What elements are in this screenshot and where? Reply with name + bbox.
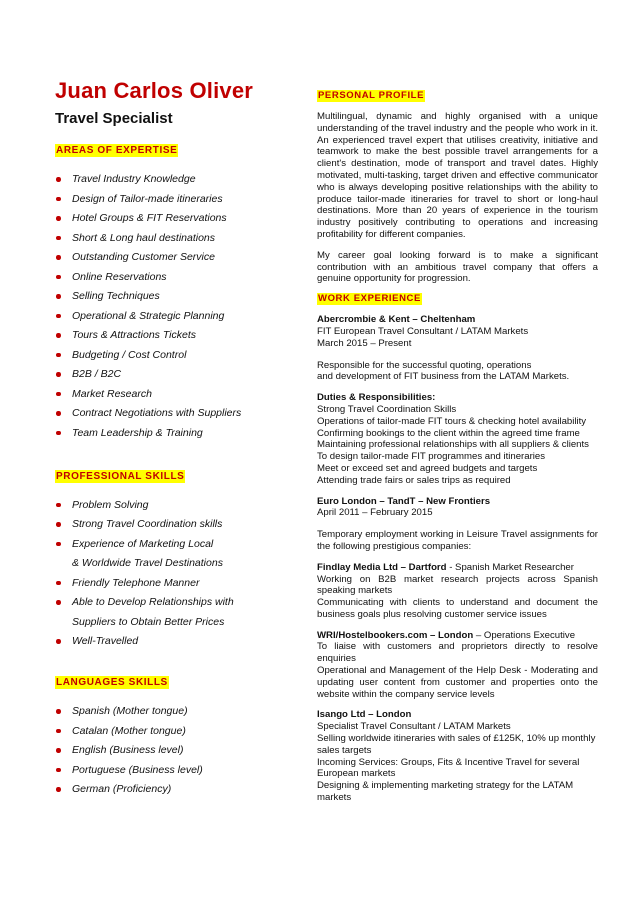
list-item-continuation: & Worldwide Travel Destinations	[72, 557, 223, 569]
list-item: Portuguese (Business level)	[55, 763, 295, 777]
profile-heading: PERSONAL PROFILE	[318, 90, 425, 101]
list-item: Market Research	[55, 387, 295, 401]
job-euro-london	[317, 496, 598, 553]
job-description: Temporary employment working in Leisure Travel assignments for the following prestigious companies:	[317, 529, 598, 552]
list-item: Contract Negotiations with Suppliers	[55, 406, 295, 420]
duty-line: To design tailor-made FIT programmes and itineraries	[317, 451, 546, 463]
bullet-icon	[56, 197, 61, 202]
company-name: WRI/Hostelbookers.com – London	[317, 629, 474, 641]
list-item: English (Business level)	[55, 743, 295, 757]
job-responsibility: Responsible for the successful quoting, operations	[317, 359, 532, 371]
job-description: Selling worldwide itineraries with sales of £125K, 10% up monthly sales targets	[317, 733, 596, 756]
candidate-name: Juan Carlos Oliver	[55, 78, 254, 103]
company-name: Euro London – TandT – New Frontiers	[317, 495, 491, 507]
duty-line: Operations of tailor-made FIT tours & checking hotel availability	[317, 415, 587, 427]
job-description: Designing & implementing marketing strategy for the LATAM markets	[317, 780, 574, 804]
duty-line: Confirming bookings to the client within the agreed time frame	[317, 427, 580, 439]
bullet-icon	[56, 333, 61, 338]
career-goal-paragraph: My career goal looking forward is to make a significant contribution with an ambitious travel company that offers a genuine opportunity for progression.	[317, 249, 598, 285]
company-name: Findlay Media Ltd – Dartford	[317, 561, 447, 573]
areas-list	[55, 172, 295, 440]
job-role: FIT European Travel Consultant / LATAM Markets	[317, 325, 529, 337]
bullet-icon	[56, 372, 61, 377]
work-heading: WORK EXPERIENCE	[318, 293, 421, 305]
list-item: Experience of Marketing Local	[55, 537, 295, 551]
job-findlay	[317, 562, 598, 621]
list-item: Strong Travel Coordination skills	[55, 517, 295, 531]
duties-heading: Duties & Responsibilities:	[317, 392, 436, 404]
job-role: Specialist Travel Consultant / LATAM Markets	[317, 721, 511, 733]
bullet-icon	[56, 581, 61, 586]
bullet-icon	[56, 768, 61, 773]
list-item: Friendly Telephone Manner	[55, 576, 295, 590]
profile-paragraph: Multilingual, dynamic and highly organised with a unique understanding of the travel industry and the people who work in it. An experienced travel expert that utilises creativity, initiative and teamwork to make the best possible travel arrangements for a client's destination, mode of transport and travel dates. Highly motivated, multi-tasking, target driven and effective communicator who is always developing positive relationships with the ability to produce tailor-made itineraries for travel to short or long-haul destinations. More than 20 years of experience in the tourism industry positively contributing to operations and increasing profitability for different companies.	[317, 111, 598, 240]
languages-list	[55, 704, 295, 796]
job-description: To liaise with customers and proprietors directly to resolve enquiries	[317, 641, 598, 665]
bullet-icon	[56, 353, 61, 358]
list-item: German (Proficiency)	[55, 782, 295, 796]
list-item: Catalan (Mother tongue)	[55, 724, 295, 738]
list-item: Selling Techniques	[55, 289, 295, 303]
list-item-continuation: Suppliers to Obtain Better Prices	[72, 615, 225, 628]
duty-line: Attending trade fairs or sales trips as required	[317, 474, 511, 486]
areas-heading: AREAS OF EXPERTISE	[56, 145, 178, 156]
list-item: Spanish (Mother tongue)	[55, 704, 295, 718]
bullet-icon	[56, 729, 61, 734]
duty-line: Meet or exceed set and agreed budgets and targets	[317, 462, 538, 474]
list-item: Team Leadership & Training	[55, 426, 295, 440]
bullet-icon	[56, 255, 61, 260]
list-item: Budgeting / Cost Control	[55, 348, 295, 362]
job-responsibility: and development of FIT business from the LATAM Markets.	[317, 371, 570, 383]
bullet-icon	[56, 236, 61, 241]
duty-line: Maintaining professional relationships with all suppliers & clients	[317, 439, 589, 451]
job-description: Working on B2B market research projects across Spanish speaking markets	[317, 573, 598, 597]
list-item: Problem Solving	[55, 498, 295, 512]
duties-section	[317, 392, 598, 486]
job-description: Communicating with clients to understand and document the business goals plus resolving customer service issues	[317, 597, 598, 620]
list-item: Well-Travelled	[55, 634, 295, 648]
bullet-icon	[56, 600, 61, 605]
job-role: – Operations Executive	[473, 629, 576, 641]
list-item: Online Reservations	[55, 270, 295, 284]
right-column	[317, 90, 598, 804]
list-item: Travel Industry Knowledge	[55, 172, 295, 186]
list-item: Hotel Groups & FIT Reservations	[55, 211, 295, 225]
bullet-icon	[56, 275, 61, 280]
list-item: Outstanding Customer Service	[55, 250, 295, 264]
duty-line: Strong Travel Coordination Skills	[317, 403, 457, 415]
job-abercrombie	[317, 314, 598, 383]
bullet-icon	[56, 522, 61, 527]
list-item: Able to Develop Relationships with	[55, 595, 295, 609]
job-description: Incoming Services: Groups, Fits & Incentive Travel for several European markets	[317, 756, 580, 780]
bullet-icon	[56, 392, 61, 397]
job-description: Operational and Management of the Help Desk - Moderating and updating user content from customer and properties onto the website within the company service levels	[317, 665, 598, 700]
bullet-icon	[56, 431, 61, 436]
list-item: Design of Tailor-made itineraries	[55, 192, 295, 206]
bullet-icon	[56, 411, 61, 416]
bullet-icon	[56, 177, 61, 182]
bullet-icon	[56, 216, 61, 221]
languages-heading: LANGUAGES SKILLS	[56, 677, 168, 688]
bullet-icon	[56, 542, 61, 547]
bullet-icon	[56, 639, 61, 644]
bullet-icon	[56, 787, 61, 792]
list-item: B2B / B2C	[55, 367, 295, 381]
job-role: - Spanish Market Researcher	[446, 561, 574, 573]
bullet-icon	[56, 748, 61, 753]
list-item: Short & Long haul destinations	[55, 231, 295, 245]
bullet-icon	[56, 314, 61, 319]
job-dates: March 2015 – Present	[317, 337, 412, 349]
job-title: Travel Specialist	[55, 110, 173, 127]
skills-list	[55, 498, 295, 649]
company-name: Isango Ltd – London	[317, 709, 412, 721]
left-column	[55, 78, 295, 796]
company-name: Abercrombie & Kent – Cheltenham	[317, 314, 476, 326]
list-item: Tours & Attractions Tickets	[55, 328, 295, 342]
job-isango	[317, 709, 598, 803]
job-dates: April 2011 – February 2015	[317, 507, 433, 519]
bullet-icon	[56, 709, 61, 714]
bullet-icon	[56, 294, 61, 299]
skills-heading: PROFESSIONAL SKILLS	[56, 470, 185, 482]
bullet-icon	[56, 503, 61, 508]
job-wri	[317, 630, 598, 701]
list-item: Operational & Strategic Planning	[55, 309, 295, 323]
